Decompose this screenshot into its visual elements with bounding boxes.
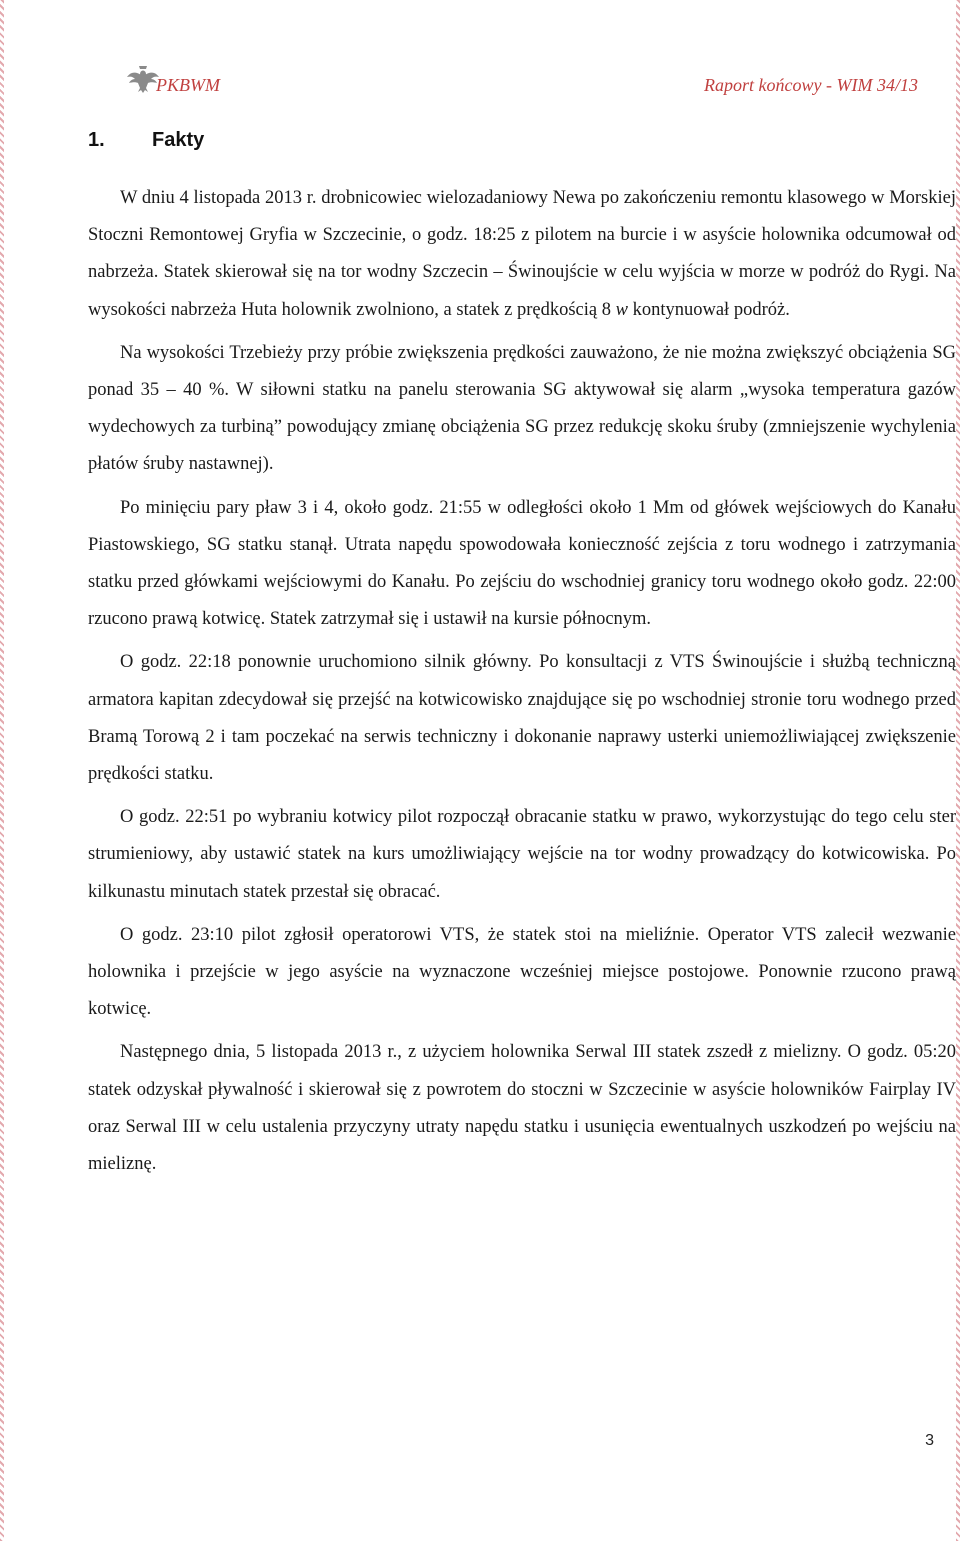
paragraph-3: Po minięciu pary pław 3 i 4, około godz. 21:55 w odległości około 1 Mm od główek wejściowych do Kanału Piastowskiego, SG statku stanął. Utrata napędu spowodowała konieczność zejścia z toru wodnego i zatrzymania statku przed główkami wejściowymi do Kanału. Po zejściu do wschodniej granicy toru wodnego około godz. 22:00 rzucono prawą kotwicę. Statek zatrzymał się i ustawił na kursie północnym. xyxy=(88,497,956,630)
speed-unit: w xyxy=(615,299,628,320)
section-title: Fakty xyxy=(152,129,205,151)
section-number: 1. xyxy=(88,129,105,151)
paragraph-6: O godz. 23:10 pilot zgłosił operatorowi VTS, że statek stoi na mieliźnie. Operator VTS zalecił wezwanie holownika i przejście w jego asyście na wyznaczone wcześniej miejsce postojowe. Ponownie rzucono prawą kotwicę. xyxy=(88,924,956,1020)
paragraph-2: Na wysokości Trzebieży przy próbie zwiększenia prędkości zauważono, że nie można zwiększyć obciążenia SG ponad 35 – 40 %. W siłowni statku na panelu sterowania SG aktywował się alarm „wysoka temperatura gazów wydechowych za turbiną” powodujący zmianę obciążenia SG przez redukcję skoku śruby (zmniejszenie wychylenia płatów śruby nastawnej). xyxy=(88,342,956,475)
header-report-title: Raport końcowy - WIM 34/13 xyxy=(704,75,918,95)
paragraph-text: W dniu 4 listopada 2013 r. drobnicowiec wielozadaniowy Newa po zakończeniu remontu klasowego w Morskiej Stoczni Remontowej Gryfia w Szczecinie, o godz. 18:25 z pilotem na burcie i w asyście holownika odcumował od nabrzeża. Statek skierował się na tor wodny Szczecin – Świnoujście w celu wyjścia w morze w podróż do Rygi. Na wysokości nabrzeża Huta holownik zwolniono, a statek z prędkością 8 xyxy=(88,188,956,320)
decorative-border-left xyxy=(0,0,4,1541)
page-header xyxy=(126,64,918,100)
paragraph-5: O godz. 22:51 po wybraniu kotwicy pilot rozpoczął obracanie statku w prawo, wykorzystując do tego celu ster strumieniowy, aby ustawić statek na kurs umożliwiający wejście na tor wodny prowadzący do kotwicowiska. Po kilkunastu minutach statek przestał się obracać. xyxy=(88,807,956,902)
section-heading xyxy=(88,129,204,152)
report-body xyxy=(88,180,956,1183)
eagle-emblem-icon xyxy=(126,64,160,94)
paragraph-text-end: kontynuował podróż. xyxy=(627,299,790,320)
paragraph-7: Następnego dnia, 5 listopada 2013 r., z użyciem holownika Serwal III statek zszedł z mielizny. O godz. 05:20 statek odzyskał pływalność i skierował się z powrotem do stoczni w Szczecinie w asyście holowników Fairplay IV oraz Serwal III w celu ustalenia przyczyny utraty napędu statku i usunięcia ewentualnych uszkodzeń po wejściu na mieliznę. xyxy=(88,1042,956,1175)
header-org-name: PKBWM xyxy=(156,75,220,95)
paragraph-4: O godz. 22:18 ponownie uruchomiono silnik główny. Po konsultacji z VTS Świnoujście i służbą techniczną armatora kapitan zdecydował się przejść na kotwicowisko znajdujące się po wschodniej stronie toru wodnego przed Bramą Torową 2 i tam poczekać na serwis techniczny i dokonanie naprawy usterki uniemożliwiającej zwiększenie prędkości statku. xyxy=(88,652,956,785)
paragraph-1 xyxy=(88,180,956,329)
decorative-border-right xyxy=(956,0,960,1541)
page-number: 3 xyxy=(925,1432,934,1449)
